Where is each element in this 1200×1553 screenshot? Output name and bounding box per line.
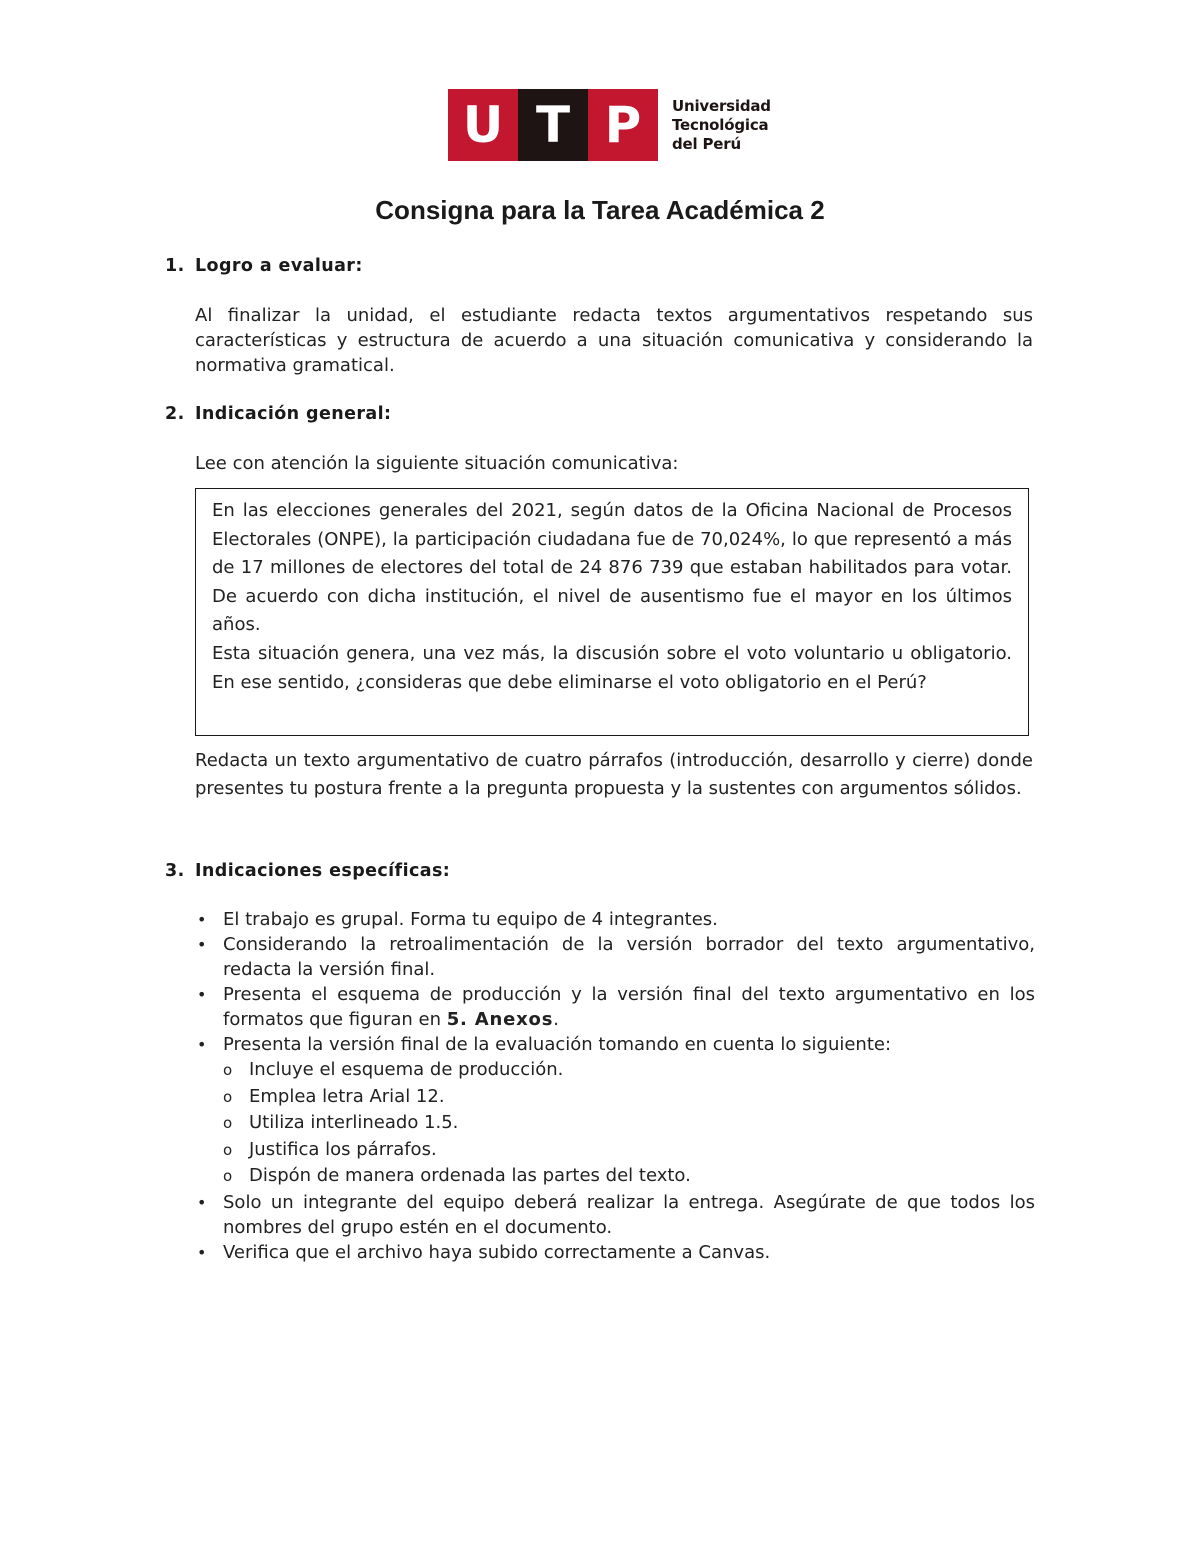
list-item-text: El trabajo es grupal. Forma tu equipo de 4 integrantes. bbox=[223, 909, 718, 930]
section-number: 1. bbox=[165, 256, 185, 276]
section-heading-text: Indicaciones específicas: bbox=[195, 861, 451, 881]
bullet-icon: • bbox=[197, 1242, 207, 1262]
section-heading-logro bbox=[165, 254, 363, 278]
sub-list-item-text: Emplea letra Arial 12. bbox=[249, 1085, 445, 1107]
sub-list-item bbox=[223, 1084, 1035, 1111]
utp-logo bbox=[448, 89, 771, 161]
section-heading-text: Indicación general: bbox=[195, 404, 392, 424]
circle-bullet-icon: o bbox=[223, 1061, 233, 1079]
list-item bbox=[195, 932, 1035, 982]
bullet-icon: • bbox=[197, 985, 207, 1004]
list-item-text: Presenta el esquema de producción y la versión final del texto argumentativo en los formatos que figuran en bbox=[223, 984, 1035, 1030]
sub-list-item-text: Utiliza interlineado 1.5. bbox=[249, 1112, 459, 1133]
list-item-text: Presenta la versión final de la evaluación tomando en cuenta lo siguiente: bbox=[223, 1034, 892, 1055]
sub-list-item bbox=[223, 1057, 1035, 1084]
list-item bbox=[195, 1032, 1035, 1190]
sub-list-item bbox=[223, 1163, 1035, 1190]
section-heading-text: Logro a evaluar: bbox=[195, 256, 363, 276]
list-item-text: Verifica que el archivo haya subido correctamente a Canvas. bbox=[223, 1241, 771, 1263]
list-item bbox=[195, 1190, 1035, 1240]
situation-paragraph-2: Esta situación genera, una vez más, la discusión sobre el voto voluntario u obligatorio. En ese sentido, ¿consideras que debe eliminarse el voto obligatorio en el Perú? bbox=[212, 642, 1012, 693]
situation-box bbox=[195, 488, 1029, 736]
list-item-text-end: . bbox=[553, 1009, 559, 1030]
instruction-paragraph: Redacta un texto argumentativo de cuatro párrafos (introducción, desarrollo y cierre) donde presentes tu postura frente a la pregunta propuesta y la sustentes con argumentos sólidos. bbox=[195, 750, 1033, 799]
bullet-icon: • bbox=[197, 935, 207, 954]
circle-bullet-icon: o bbox=[223, 1087, 233, 1106]
sub-list-item bbox=[223, 1137, 1035, 1164]
logo-letter-p: P bbox=[588, 89, 658, 161]
list-item-text: Considerando la retroalimentación de la versión borrador del texto argumentativo, redacta la versión final. bbox=[223, 934, 1035, 980]
circle-bullet-icon: o bbox=[223, 1140, 233, 1159]
anexos-reference: 5. Anexos bbox=[446, 1009, 554, 1030]
logo-name-line: Tecnológica bbox=[672, 115, 769, 134]
bullet-icon: • bbox=[197, 910, 207, 929]
sub-list bbox=[223, 1057, 1035, 1190]
situation-paragraph-1: En las elecciones generales del 2021, según datos de la Oficina Nacional de Procesos Electorales (ONPE), la participación ciudadana fue de 70,024%, lo que representó a más de 17 millones de electores del total de 24 876 739 que estaban habilitados para votar. De acuerdo con dicha institución, el nivel de ausentismo fue el mayor en los últimos años. bbox=[212, 500, 1012, 636]
logo-letter-t: T bbox=[518, 89, 588, 161]
circle-bullet-icon: o bbox=[223, 1114, 233, 1132]
sub-list-item-text: Justifica los párrafos. bbox=[249, 1138, 437, 1160]
logo-letter-u: U bbox=[448, 89, 518, 161]
logro-paragraph: Al finalizar la unidad, el estudiante redacta textos argumentativos respetando sus características y estructura de acuerdo a una situación comunicativa y considerando la normativa gramatical. bbox=[195, 305, 1033, 376]
logo-name-line: del Perú bbox=[672, 134, 741, 153]
list-item bbox=[195, 1240, 1035, 1265]
sub-list-item-text: Incluye el esquema de producción. bbox=[249, 1059, 564, 1080]
specific-instructions-list bbox=[195, 907, 1035, 1265]
bullet-icon: • bbox=[197, 1035, 207, 1054]
logo-university-name bbox=[672, 97, 771, 154]
list-item bbox=[195, 907, 1035, 932]
situation-intro: Lee con atención la siguiente situación comunicativa: bbox=[195, 453, 679, 474]
circle-bullet-icon: o bbox=[223, 1167, 233, 1185]
sub-list-item-text: Dispón de manera ordenada las partes del texto. bbox=[249, 1165, 691, 1186]
logo-blocks bbox=[448, 89, 658, 161]
bullet-icon: • bbox=[197, 1192, 207, 1212]
section-number: 2. bbox=[165, 404, 185, 424]
list-item-text: Solo un integrante del equipo deberá realizar la entrega. Asegúrate de que todos los nombres del grupo estén en el documento. bbox=[223, 1191, 1035, 1238]
list-item bbox=[195, 982, 1035, 1032]
sub-list-item bbox=[223, 1110, 1035, 1137]
logo-name-line: Universidad bbox=[672, 96, 771, 115]
section-heading-indicacion-general bbox=[165, 402, 391, 426]
section-number: 3. bbox=[165, 861, 185, 881]
page-title: Consigna para la Tarea Académica 2 bbox=[375, 195, 825, 225]
section-heading-indicaciones-especificas bbox=[165, 859, 450, 883]
